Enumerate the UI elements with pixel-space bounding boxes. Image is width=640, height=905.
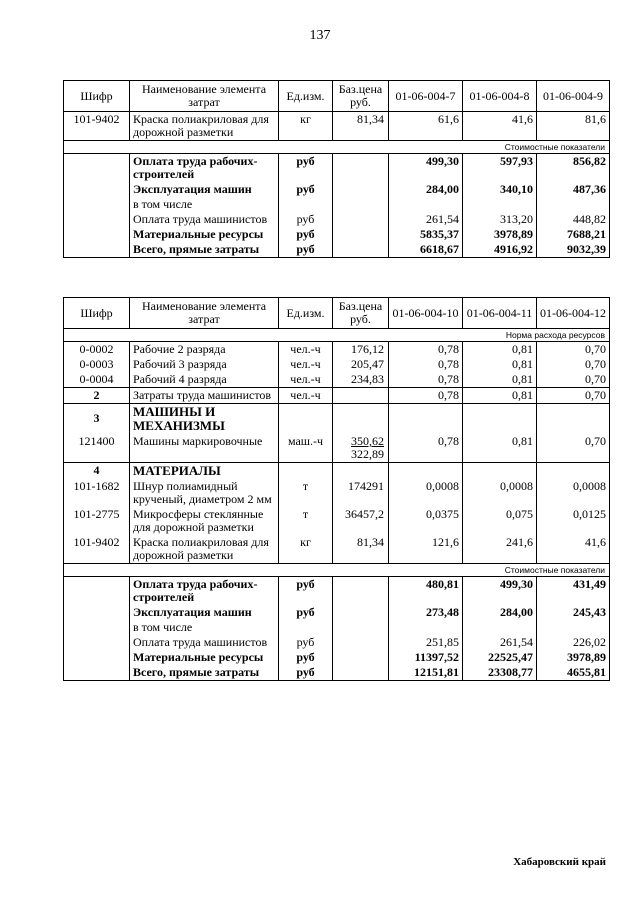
machines-unit: руб [279,182,333,197]
table-header-row [64,298,610,329]
row-unit: т [279,507,333,535]
table-row [64,434,610,463]
header-col-1: 01-06-004-10 [389,298,463,329]
row-name: Затраты труда машинистов [130,388,279,404]
total-label: Всего, прямые затраты [130,242,279,258]
row-code: 0-0003 [64,357,130,372]
price-primary: 350,62 [351,434,384,448]
section-row [64,463,610,480]
row-code: 101-2775 [64,507,130,535]
labor-unit: руб [279,577,333,606]
operators-value-3: 226,02 [537,635,610,650]
section-code: 3 [64,404,130,435]
row-value-3: 0,70 [537,372,610,388]
total-unit: руб [279,665,333,681]
row-value-3: 41,6 [537,535,610,564]
row-value-1: 0,78 [389,388,463,404]
row-code: 0-0002 [64,342,130,358]
row-name: Рабочий 4 разряда [130,372,279,388]
row-name: Шнур полиамидный крученый, диаметром 2 мм [130,479,279,507]
cost-table-2 [63,297,610,681]
table-row [64,635,610,650]
table-row [64,154,610,183]
row-name: Рабочие 2 разряда [130,342,279,358]
header-col-3: 01-06-004-12 [537,298,610,329]
labor-unit: руб [279,154,333,183]
section-code: 4 [64,463,130,480]
caption-row [64,329,610,342]
row-name: Краска полиакриловая для дорожной разметки [130,535,279,564]
operators-value-2: 313,20 [463,212,537,227]
labor-label: Оплата труда рабочих-строителей [130,154,279,183]
row-name: Краска полиакриловая для дорожной разметки [130,112,279,141]
header-col-3: 01-06-004-9 [537,81,610,112]
materials-unit: руб [279,227,333,242]
row-value-3: 81,6 [537,112,610,141]
row-value-1: 0,78 [389,357,463,372]
price-secondary: 322,89 [351,447,384,461]
row-code: 121400 [64,434,130,463]
row-price: 176,12 [333,342,389,358]
row-value-1: 0,78 [389,434,463,463]
total-value-1: 6618,67 [389,242,463,258]
row-price [333,434,389,463]
operators-label: Оплата труда машинистов [130,635,279,650]
labor-value-1: 499,30 [389,154,463,183]
labor-value-3: 856,82 [537,154,610,183]
row-unit: чел.-ч [279,372,333,388]
row-value-3: 0,70 [537,388,610,404]
table-row [64,227,610,242]
materials-value-3: 3978,89 [537,650,610,665]
row-value-2: 0,81 [463,357,537,372]
machines-value-3: 487,36 [537,182,610,197]
materials-label: Материальные ресурсы [130,650,279,665]
row-value-2: 0,81 [463,372,537,388]
row-value-1: 0,0008 [389,479,463,507]
table-row [64,479,610,507]
materials-value-2: 3978,89 [463,227,537,242]
table-row [64,112,610,141]
table-row [64,507,610,535]
labor-label: Оплата труда рабочих-строителей [130,577,279,606]
materials-value-2: 22525,47 [463,650,537,665]
cost-table-1 [63,80,610,258]
operators-value-1: 251,85 [389,635,463,650]
labor-value-3: 431,49 [537,577,610,606]
row-code: 101-1682 [64,479,130,507]
table-row [64,577,610,606]
row-value-3: 0,70 [537,342,610,358]
table-row [64,650,610,665]
total-value-2: 23308,77 [463,665,537,681]
row-value-2: 0,0008 [463,479,537,507]
machines-label: Эксплуатация машин [130,605,279,620]
header-unit: Ед.изм. [279,298,333,329]
row-name: Микросферы стеклянные для дорожной разметки [130,507,279,535]
total-unit: руб [279,242,333,258]
header-code: Шифр [64,81,130,112]
region-footer: Хабаровский край [513,856,606,868]
labor-value-2: 499,30 [463,577,537,606]
machines-value-1: 273,48 [389,605,463,620]
materials-value-1: 11397,52 [389,650,463,665]
row-value-3: 0,0008 [537,479,610,507]
operators-value-2: 261,54 [463,635,537,650]
row-value-2: 241,6 [463,535,537,564]
header-price: Баз.цена руб. [333,81,389,112]
total-label: Всего, прямые затраты [130,665,279,681]
table-row [64,605,610,620]
row-unit: кг [279,535,333,564]
section-title: МАТЕРИАЛЫ [130,463,279,480]
labor-value-2: 597,93 [463,154,537,183]
cost-indicators-caption: Стоимостные показатели [64,141,610,154]
row-value-2: 0,81 [463,342,537,358]
table-header-row [64,81,610,112]
section-title: МАШИНЫ И МЕХАНИЗМЫ [130,404,279,435]
row-unit: чел.-ч [279,388,333,404]
machines-value-2: 284,00 [463,605,537,620]
table-row [64,372,610,388]
section-row [64,404,610,435]
operators-label: Оплата труда машинистов [130,212,279,227]
row-unit: кг [279,112,333,141]
including-label: в том числе [130,197,279,212]
table-row [64,242,610,258]
caption-row [64,141,610,154]
header-price: Баз.цена руб. [333,298,389,329]
machines-value-3: 245,43 [537,605,610,620]
row-unit: т [279,479,333,507]
operators-unit: руб [279,635,333,650]
table-row [64,535,610,564]
row-value-1: 0,0375 [389,507,463,535]
labor-value-1: 480,81 [389,577,463,606]
caption-row [64,564,610,577]
total-value-3: 4655,81 [537,665,610,681]
row-price: 174291 [333,479,389,507]
total-value-2: 4916,92 [463,242,537,258]
row-price: 81,34 [333,112,389,141]
operators-value-3: 448,82 [537,212,610,227]
norm-caption: Норма расхода ресурсов [64,329,610,342]
row-value-3: 0,70 [537,357,610,372]
row-value-2: 41,6 [463,112,537,141]
total-value-1: 12151,81 [389,665,463,681]
operators-value-1: 261,54 [389,212,463,227]
cost-indicators-caption: Стоимостные показатели [64,564,610,577]
header-name: Наименование элемента затрат [130,81,279,112]
row-unit: чел.-ч [279,357,333,372]
header-unit: Ед.изм. [279,81,333,112]
table-row [64,342,610,358]
operators-unit: руб [279,212,333,227]
row-name: Машины маркировочные [130,434,279,463]
row-value-1: 121,6 [389,535,463,564]
header-col-2: 01-06-004-11 [463,298,537,329]
including-label: в том числе [130,620,279,635]
row-value-1: 0,78 [389,372,463,388]
table-row [64,665,610,681]
row-code: 0-0004 [64,372,130,388]
materials-value-1: 5835,37 [389,227,463,242]
row-unit: чел.-ч [279,342,333,358]
row-value-2: 0,81 [463,388,537,404]
row-value-2: 0,81 [463,434,537,463]
section-code: 2 [64,388,130,404]
row-code: 101-9402 [64,112,130,141]
row-price: 234,83 [333,372,389,388]
table-row [64,197,610,212]
materials-unit: руб [279,650,333,665]
table-row [64,357,610,372]
row-name: Рабочий 3 разряда [130,357,279,372]
table-row [64,388,610,404]
machines-value-1: 284,00 [389,182,463,197]
table-row [64,212,610,227]
row-value-3: 0,0125 [537,507,610,535]
header-name: Наименование элемента затрат [130,298,279,329]
machines-unit: руб [279,605,333,620]
total-value-3: 9032,39 [537,242,610,258]
row-value-3: 0,70 [537,434,610,463]
materials-value-3: 7688,21 [537,227,610,242]
row-unit: маш.-ч [279,434,333,463]
row-price: 81,34 [333,535,389,564]
header-code: Шифр [64,298,130,329]
page-number: 137 [309,28,331,43]
machines-label: Эксплуатация машин [130,182,279,197]
row-value-1: 61,6 [389,112,463,141]
row-price: 36457,2 [333,507,389,535]
materials-label: Материальные ресурсы [130,227,279,242]
table-row [64,182,610,197]
row-price: 205,47 [333,357,389,372]
header-col-2: 01-06-004-8 [463,81,537,112]
row-value-1: 0,78 [389,342,463,358]
table-row [64,620,610,635]
row-value-2: 0,075 [463,507,537,535]
machines-value-2: 340,10 [463,182,537,197]
row-code: 101-9402 [64,535,130,564]
header-col-1: 01-06-004-7 [389,81,463,112]
